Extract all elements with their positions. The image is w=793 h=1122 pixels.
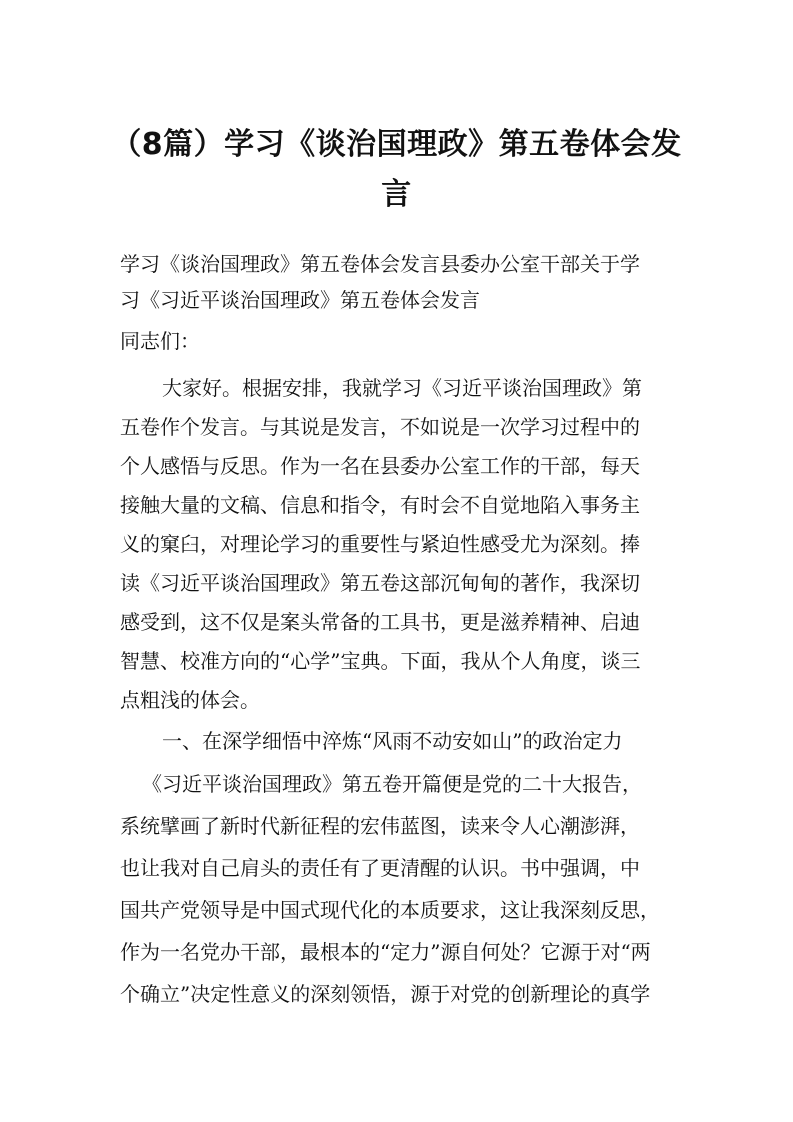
body-line: 也让我对自己肩头的责任有了更清醒的认识。书中强调，中 xyxy=(120,856,640,880)
body-line: 五卷作个发言。与其说是发言，不如说是一次学习过程中的 xyxy=(120,415,640,439)
section-heading: 一、在深学细悟中淬炼“风雨不动安如山”的政治定力 xyxy=(162,729,623,753)
body-line: 个确立”决定性意义的深刻领悟，源于对党的创新理论的真学 xyxy=(120,982,651,1006)
document-title-line-2: 言 xyxy=(381,177,412,212)
body-line: 作为一名党办干部，最根本的“定力”源自何处？它源于对“两 xyxy=(120,940,651,964)
body-line: 系统擘画了新时代新征程的宏伟蓝图，读来令人心潮澎湃， xyxy=(120,814,640,838)
body-line: 义的窠臼，对理论学习的重要性与紧迫性感受尤为深刻。捧 xyxy=(120,532,640,556)
paragraph-first-line: 《习近平谈治国理政》第五卷开篇便是党的二十大报告， xyxy=(142,772,642,796)
body-line: 接触大量的文稿、信息和指令，有时会不自觉地陷入事务主 xyxy=(120,493,640,517)
body-line: 感受到，这不仅是案头常备的工具书，更是滋养精神、启迪 xyxy=(120,610,640,634)
paragraph-first-line: 大家好。根据安排，我就学习《习近平谈治国理政》第 xyxy=(162,376,642,400)
body-line: 个人感悟与反思。作为一名在县委办公室工作的干部，每天 xyxy=(120,454,640,478)
body-line: 学习《谈治国理政》第五卷体会发言县委办公室干部关于学 xyxy=(120,252,640,276)
body-line: 习《习近平谈治国理政》第五卷体会发言 xyxy=(120,288,480,312)
body-line: 智慧、校准方向的“心学”宝典。下面，我从个人角度，谈三 xyxy=(120,649,641,673)
body-line: 点粗浅的体会。 xyxy=(120,688,260,712)
document-title-line-1: （8篇）学习《谈治国理政》第五卷体会发 xyxy=(111,127,682,162)
body-line: 读《习近平谈治国理政》第五卷这部沉甸甸的著作，我深切 xyxy=(120,571,640,595)
salutation: 同志们： xyxy=(120,329,200,353)
body-line: 国共产党领导是中国式现代化的本质要求，这让我深刻反思， xyxy=(120,898,660,922)
